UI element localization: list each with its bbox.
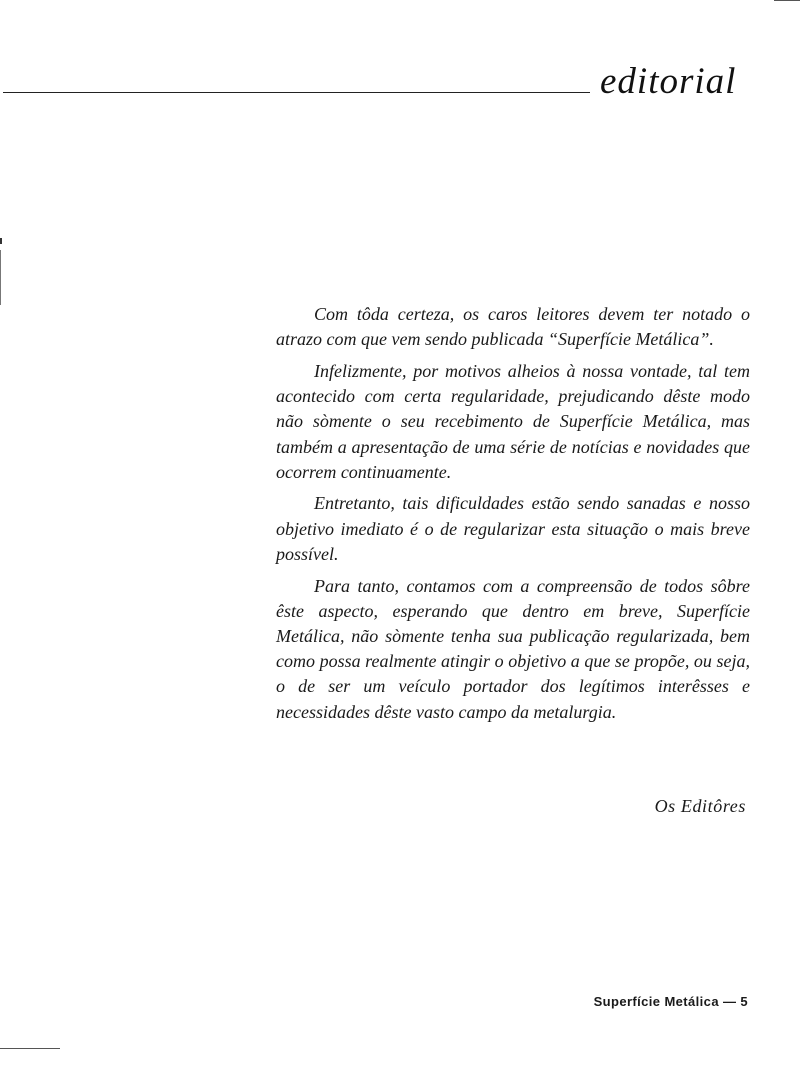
running-footer: Superfície Metálica — 5: [593, 994, 748, 1009]
scan-bottom-mark: [0, 1048, 60, 1049]
header-rule: [3, 92, 590, 93]
paragraph-4: Para tanto, contamos com a compreensão de todos sôbre êste aspecto, esperando que dentro em breve, Superfície Metálica, não sòmente tenha sua publicação regularizada, bem como possa realmente atingir o objetivo a que se propõe, ou seja, o de ser um veículo portador dos legítimos interêsses e necessidades dêste vasto campo da metalurgia.: [276, 575, 750, 722]
paragraph-2: Infelizmente, por motivos alheios à nossa vontade, tal tem acontecido com certa regularidade, prejudicando dêste modo não sòmente o seu recebimento de Superfície Metálica, mas também a apresentação de uma série de notícias e novidades que ocorrem continuamente.: [276, 360, 750, 482]
paragraph-1: Com tôda certeza, os caros leitores devem ter notado o atrazo com que vem sendo publicada “Superfície Metálica”.: [276, 304, 750, 350]
scan-edge-mark: [0, 238, 2, 244]
paragraph-3: Entretanto, tais dificuldades estão sendo sanadas e nosso objetivo imediato é o de regularizar esta situação o mais breve possível.: [276, 493, 750, 564]
editorial-body: [276, 302, 750, 731]
signature: Os Editôres: [654, 796, 746, 816]
scan-corner-mark: [774, 0, 800, 1]
section-title: editorial: [600, 61, 737, 102]
scan-edge-line: [0, 250, 1, 305]
